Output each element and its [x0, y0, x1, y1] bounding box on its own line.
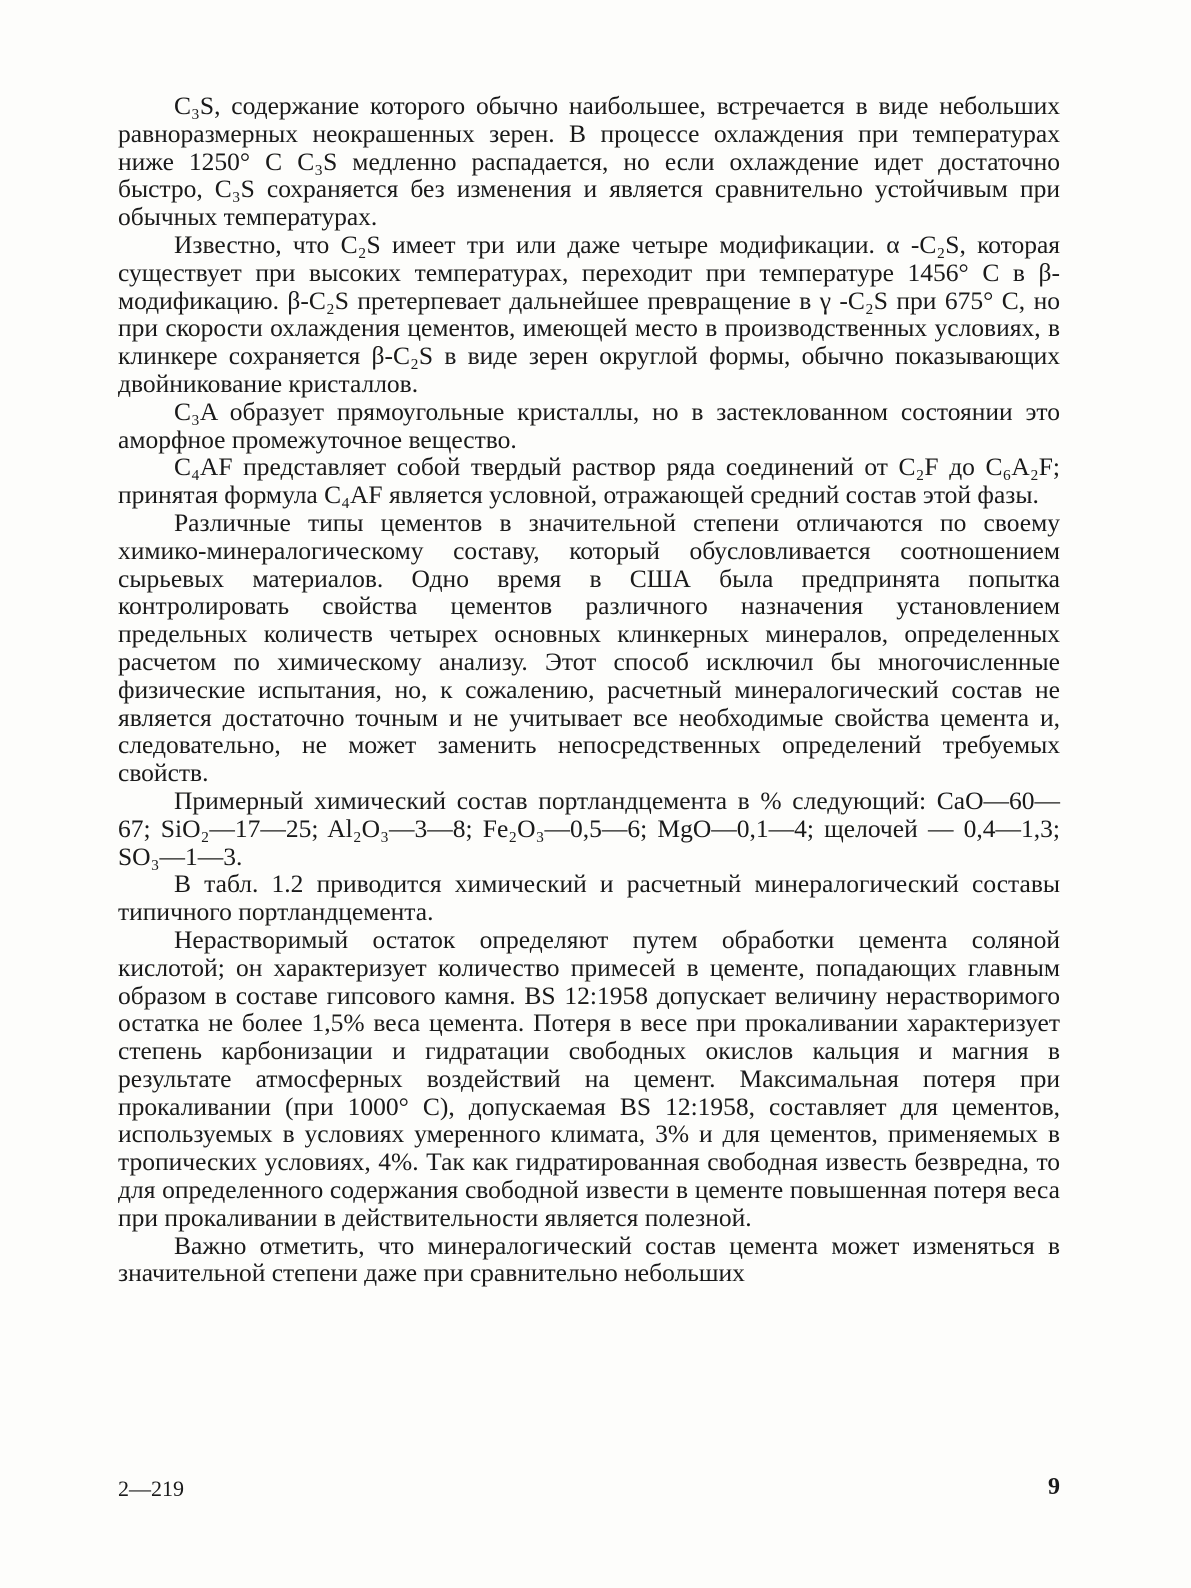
page-number: 9: [1048, 1474, 1060, 1500]
paragraph-table-reference: В табл. 1.2 приводится химический и расчетный минералогический составы типичного портландцемента.: [118, 869, 1060, 927]
paragraph-cement-types: Различные типы цементов в значительной степени отличаются по своему химико-минералогическому составу, который обусловливается соотношением сырьевых материалов. Одно время в США была предпринята попытка контролировать свойства цементов различного назначения установлением предельных количеств четырех основных клинкерных минералов, определенных расчетом по химическому анализу. Этот способ исключил бы многочисленные физические испытания, но, к сожалению, расчетный минералогический состав не является достаточно точным и не учитывает все необходимые свойства цемента и, следовательно, не может заменить непосредственных определений требуемых свойств.: [118, 507, 1060, 788]
paragraph-c4af: C₄AF представляет собой твердый раствор ряда соединений от C₂F до C₆A₂F; принятая формула C₄AF является условной, отражающей средний состав этой фазы.: [118, 452, 1060, 510]
paragraph-insoluble-residue: Нерастворимый остаток определяют путем обработки цемента соляной кислотой; он характеризует количество примесей в цементе, попадающих главным образом в составе гипсового камня. BS 12:1958 допускает величину нерастворимого остатка не более 1,5% веса цемента. Потеря в весе при прокаливании характеризует степень карбонизации и гидратации свободных окислов кальция и магния в результате атмосферных воздействий на цемент. Максимальная потеря при прокаливании (при 1000° C), допускаемая BS 12:1958, составляет для цементов, используемых в условиях умеренного климата, 3% и для цементов, применяемых в тропических условиях, 4%. Так как гидратированная свободная известь безвредна, то для определенного содержания свободной извести в цементе повышенная потеря веса при прокаливании в действительности является полезной.: [118, 924, 1060, 1232]
paragraph-c2s: Известно, что C₂S имеет три или даже четыре модификации. α -C₂S, которая существует при высоких температурах, переходит при температуре 1456° C в β-модификацию. β-C₂S претерпевает дальнейшее превращение в γ -C₂S при 675° C, но при скорости охлаждения цементов, имеющей место в производственных условиях, в клинкере сохраняется β-C₂S в виде зерен округлой формы, обычно показывающих двойникование кристаллов.: [118, 229, 1060, 398]
body-text: [118, 92, 1060, 1287]
paragraph-c3s: C₃S, содержание которого обычно наибольшее, встречается в виде небольших равноразмерных неокрашенных зерен. В процессе охлаждения при температурах ниже 1250° C C₃S медленно распадается, но если охлаждение идет достаточно быстро, C₃S сохраняется без изменения и является сравнительно устойчивым при обычных температурах.: [118, 91, 1060, 232]
paragraph-c3a: C₃A образует прямоугольные кристаллы, но в застеклованном состоянии это аморфное промежуточное вещество.: [118, 396, 1060, 454]
printer-signature: 2—219: [118, 1476, 184, 1501]
paragraph-chemical-composition: Примерный химический состав портландцемента в % следующий: CaO—60—67; SiO₂—17—25; Al₂O₃—3—8; Fe₂O₃—0,5—6; MgO—0,1—4; щелочей — 0,4—1,3; SO₃—1—3.: [118, 785, 1060, 871]
paragraph-mineral-composition: Важно отметить, что минералогический состав цемента может изменяться в значительной степени даже при сравнительно небольших: [118, 1230, 1060, 1288]
